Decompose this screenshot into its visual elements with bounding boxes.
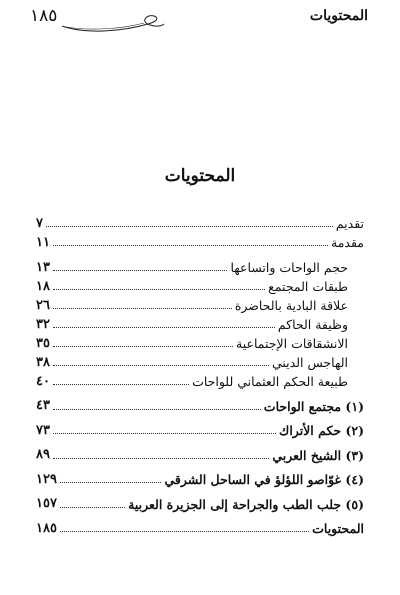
toc-entry — [36, 313, 364, 332]
toc-entry-page-number: ٨٩ — [36, 447, 50, 463]
toc-entry-label: علاقة البادية بالحاضرة — [234, 298, 348, 314]
toc-entry-page-number: ٣٢ — [36, 316, 50, 332]
toc-entry-page-number: ٣٥ — [36, 335, 50, 351]
dot-leader — [53, 308, 232, 309]
page-number: ١٨٥ — [30, 6, 58, 26]
toc-entry-page-number: ١١ — [36, 234, 50, 250]
dot-leader — [46, 226, 333, 227]
toc-entry — [36, 463, 364, 488]
toc-entry — [36, 275, 364, 294]
page-title: المحتويات — [164, 166, 236, 186]
toc-entry-label: الهاجس الديني — [271, 355, 348, 371]
toc-entry — [36, 512, 364, 537]
toc-entry-label: حجم الواحات واتساعها — [230, 260, 348, 276]
toc-entry-label: (٤) غوّاصو اللؤلؤ في الساحل الشرقي — [164, 472, 364, 488]
toc-entry-label: (٢) حكم الأتراك — [279, 423, 364, 439]
toc-entry-label: (١) مجتمع الواحات — [263, 398, 364, 414]
toc-entry-label: الانشقاقات الإجتماعية — [236, 336, 348, 352]
toc-entry-page-number: ٢٦ — [36, 297, 50, 313]
toc-entry-label: طبيعة الحكم العثماني للواحات — [192, 374, 348, 390]
toc-entry — [36, 294, 364, 313]
toc-entry-page-number: ١٣ — [36, 259, 50, 275]
toc-entry-page-number: ١٨٥ — [36, 520, 57, 536]
toc-entry-label: تقديم — [335, 216, 364, 232]
toc-entry-label: المحتويات — [312, 521, 364, 537]
toc-entry — [36, 212, 364, 231]
toc-entry-label: (٣) الشيخ العربي — [272, 447, 364, 463]
toc-entry — [36, 256, 364, 275]
dot-leader — [53, 245, 328, 246]
toc-entry-page-number: ٧ — [36, 215, 43, 231]
toc-entry — [36, 231, 364, 250]
dot-leader — [60, 507, 125, 508]
dot-leader — [53, 409, 261, 410]
dot-leader — [53, 384, 189, 385]
toc-entry — [36, 414, 364, 439]
toc-entry-page-number: ١٥٧ — [36, 496, 57, 512]
dot-leader — [53, 270, 227, 271]
toc-entry — [36, 351, 364, 370]
toc-entry-page-number: ١٨ — [36, 278, 50, 294]
toc-entry — [36, 487, 364, 512]
dot-leader — [60, 482, 161, 483]
dot-leader — [53, 327, 275, 328]
dot-leader — [53, 458, 269, 459]
dot-leader — [53, 289, 265, 290]
dot-leader — [53, 433, 276, 434]
toc-entry-label: (٥) جلب الطب والجراحة إلى الجزيرة العربية — [128, 496, 364, 512]
toc-entry-page-number: ٧٣ — [36, 422, 50, 438]
table-of-contents — [36, 212, 364, 536]
dot-leader — [53, 365, 269, 366]
dot-leader — [53, 346, 233, 347]
toc-entry — [36, 370, 364, 389]
toc-entry-label: وظيفة الحاكم — [277, 317, 348, 333]
flourish-ornament-icon — [60, 12, 165, 34]
toc-entry — [36, 438, 364, 463]
running-header-title: المحتويات — [309, 8, 368, 24]
toc-entry-page-number: ٤٠ — [36, 373, 50, 389]
toc-entry-page-number: ٤٣ — [36, 398, 50, 414]
toc-entry-label: مقدمة — [331, 235, 364, 251]
toc-entry-label: طبقات المجتمع — [268, 279, 348, 295]
toc-entry — [36, 389, 364, 414]
running-header — [30, 6, 370, 36]
dot-leader — [60, 531, 309, 532]
toc-entry — [36, 332, 364, 351]
toc-entry-page-number: ٣٨ — [36, 354, 50, 370]
toc-entry-page-number: ١٢٩ — [36, 471, 57, 487]
